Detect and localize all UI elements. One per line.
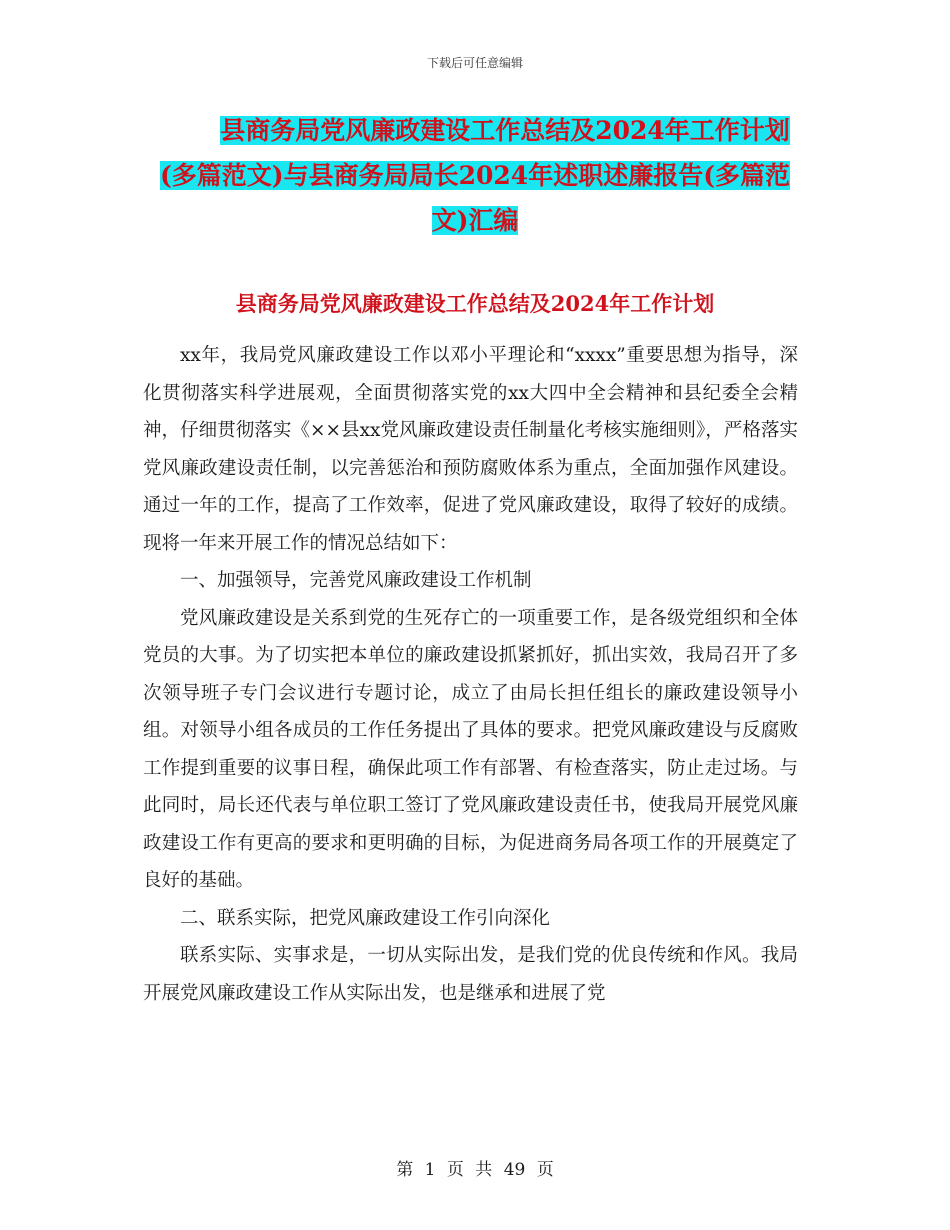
- section-title: 县商务局党风廉政建设工作总结及2024年工作计划: [235, 291, 715, 316]
- heading-one: 一、加强领导，完善党风廉政建设工作机制: [180, 570, 532, 591]
- paragraph-intro: xx年，我局党风廉政建设工作以邓小平理论和“xxxx”重要思想为指导，深化贯彻落实科学进展观，全面贯彻落实党的xx大四中全会精神和县纪委全会精神，仔细贯彻落实《××县xx党风廉政建设责任制量化考核实施细则》，严格落实党风廉政建设责任制，以完善惩治和预防腐败体系为重点，全面加强作风建设。通过一年的工作，提高了工作效率，促进了党风廉政建设，取得了较好的成绩。现将一年来开展工作的情况总结如下：: [143, 345, 798, 554]
- document-title: [140, 108, 810, 243]
- heading-two: 二、联系实际，把党风廉政建设工作引向深化: [180, 907, 551, 929]
- document-body: [143, 337, 798, 1012]
- paragraph-two: 联系实际、实事求是，一切从实际出发，是我们党的优良传统和作风。我局开展党风廉政建设工作从实际出发，也是继承和进展了党: [143, 945, 798, 1004]
- title-line-3: 文)汇编: [431, 206, 519, 235]
- title-line-1: 县商务局党风廉政建设工作总结及2024年工作计划: [220, 116, 790, 145]
- paragraph-one: 党风廉政建设是关系到党的生死存亡的一项重要工作，是各级党组织和全体党员的大事。为了切实把本单位的廉政建设抓紧抓好，抓出实效，我局召开了多次领导班子专门会议进行专题讨论，成立了由局长担任组长的廉政建设领导小组。对领导小组各成员的工作任务提出了具体的要求。把党风廉政建设与反腐败工作提到重要的议事日程，确保此项工作有部署、有检查落实，防止走过场。与此同时，局长还代表与单位职工签订了党风廉政建设责任书，使我局开展党风廉政建设工作有更高的要求和更明确的目标，为促进商务局各项工作的开展奠定了良好的基础。: [143, 607, 798, 891]
- page-footer: 第 1 页 共 49 页: [396, 1160, 554, 1180]
- header-note: 下载后可任意编辑: [426, 56, 523, 70]
- title-line-2: (多篇范文)与县商务局局长2024年述职述廉报告(多篇范: [159, 161, 791, 190]
